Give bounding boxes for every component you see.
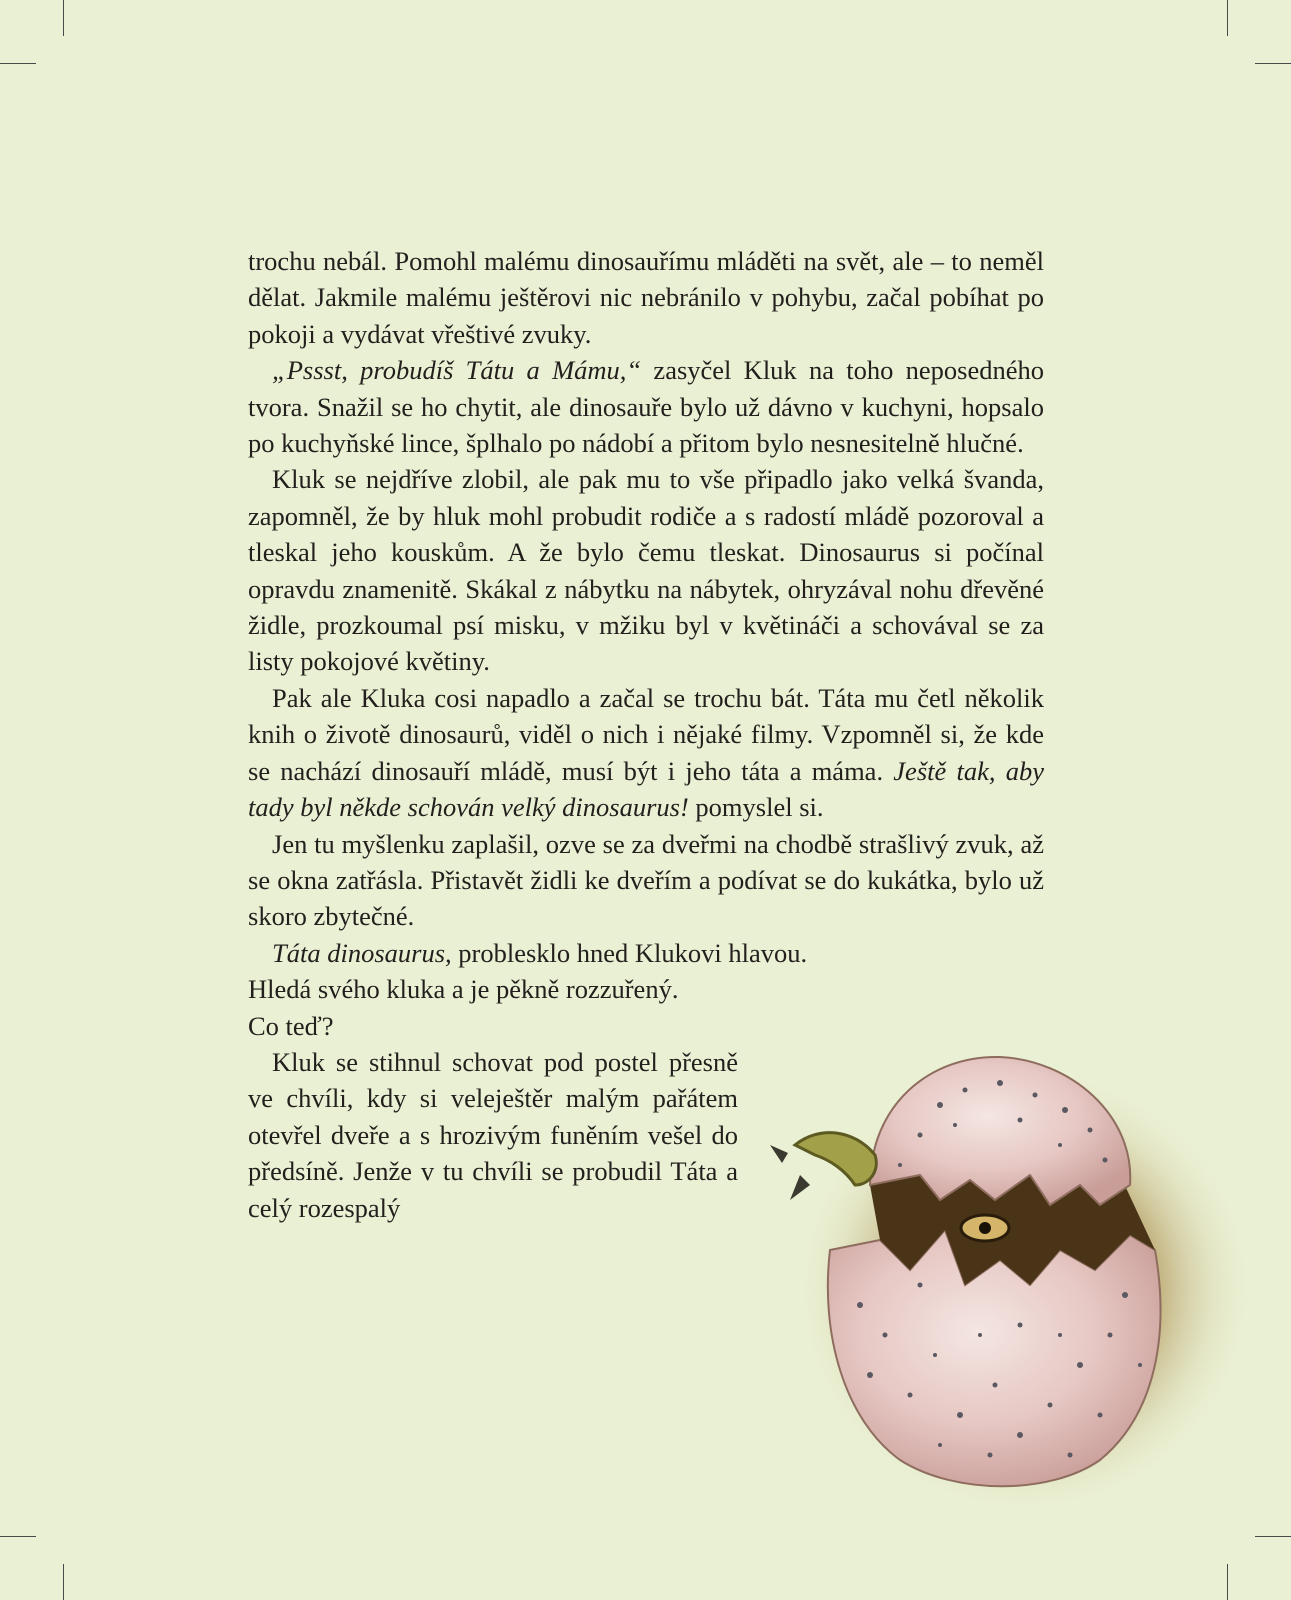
dinosaur-pupil [979, 1222, 991, 1234]
paragraph-6-line-1-rest: problesklo hned Klukovi hlavou. [451, 937, 808, 968]
paragraph-3: Kluk se nejdříve zlobil, ale pak mu to vše připadlo jako velká švanda, zapomněl, že by hluk mohl probudit rodiče a s radostí mládě pozoroval a tleskal jeho kouskům. A že bylo čemu tleskat. Dinosaurus si počínal opravdu znamenitě. Skákal z nábytku na nábytek, ohryzával nohu dřevěné židle, prozkoumal psí misku, v mžiku byl v květináči a schovával se za listy pokojové květiny. [248, 464, 1044, 677]
whisper-quote: „Pssst, probudíš Tátu a Mámu,“ [272, 355, 642, 386]
paragraph-7: Kluk se stihnul schovat pod postel přesně ve chvíli, kdy si veleještěr malým pařátem otevřel dveře a s hrozivým funěním vešel do předsíně. Jenže v tu chvíli se probudil Táta a celý rozespalý [248, 1046, 738, 1223]
paragraph-6-line-3: Co teď? [248, 1010, 334, 1041]
paragraph-6-line-2: Hledá svého kluka a je pěkně rozzuřený. [248, 974, 679, 1005]
paragraph-4-end: pomyslel si. [688, 792, 824, 823]
crop-mark-top-left [63, 0, 64, 36]
dad-dinosaur-thought: Táta dinosaurus, [272, 937, 452, 968]
paragraph-4-start: Pak ale Kluka cosi napadlo a začal se trochu bát. Táta mu četl několik knih o životě dinosaurů, viděl o nich i nějaké filmy. Vzpomněl si, že kde se nachází dinosauří mládě, musí být i jeho táta a máma. [248, 682, 1044, 786]
claw-nails [770, 1145, 810, 1200]
crop-mark-bottom-right-h [1255, 1536, 1291, 1537]
paragraph-2 [248, 352, 1044, 461]
thought-quote: Ještě tak, aby tady byl někde schován velký dinosaurus! [248, 755, 1044, 823]
paragraph-6 [248, 935, 1044, 971]
paragraph-5: Jen tu myšlenku zaplašil, ozve se za dveřmi na chodbě strašlivý zvuk, až se okna zatřásla. Přistavět židli ke dveřím a podívat se do kukátka, bylo už skoro zbytečné. [248, 828, 1044, 932]
crop-mark-top-right [1227, 0, 1228, 36]
paragraph-4 [248, 680, 1044, 826]
paragraph-1: trochu nebál. Pomohl malému dinosauřímu mláděti na svět, ale – to neměl dělat. Jakmile malému ještěrovi nic nebránilo v pohybu, začal pobíhat po pokoji a vydávat vřeštivé zvuky. [248, 246, 1044, 349]
crop-mark-bottom-left-h [0, 1536, 36, 1537]
crop-mark-bottom-left [63, 1564, 64, 1600]
hatching-egg-icon [760, 1035, 1260, 1515]
crop-mark-bottom-right [1227, 1564, 1228, 1600]
crop-mark-top-left-h [0, 63, 36, 64]
crop-mark-top-right-h [1255, 63, 1291, 64]
paragraph-2-rest: zasyčel Kluk na toho neposedného tvora. Snažil se ho chytit, ale dinosauře bylo už dávno v kuchyni, hopsalo po kuchyňské lince, šplhalo po nádobí a přitom bylo nesnesitelně hlučné. [248, 355, 1044, 459]
